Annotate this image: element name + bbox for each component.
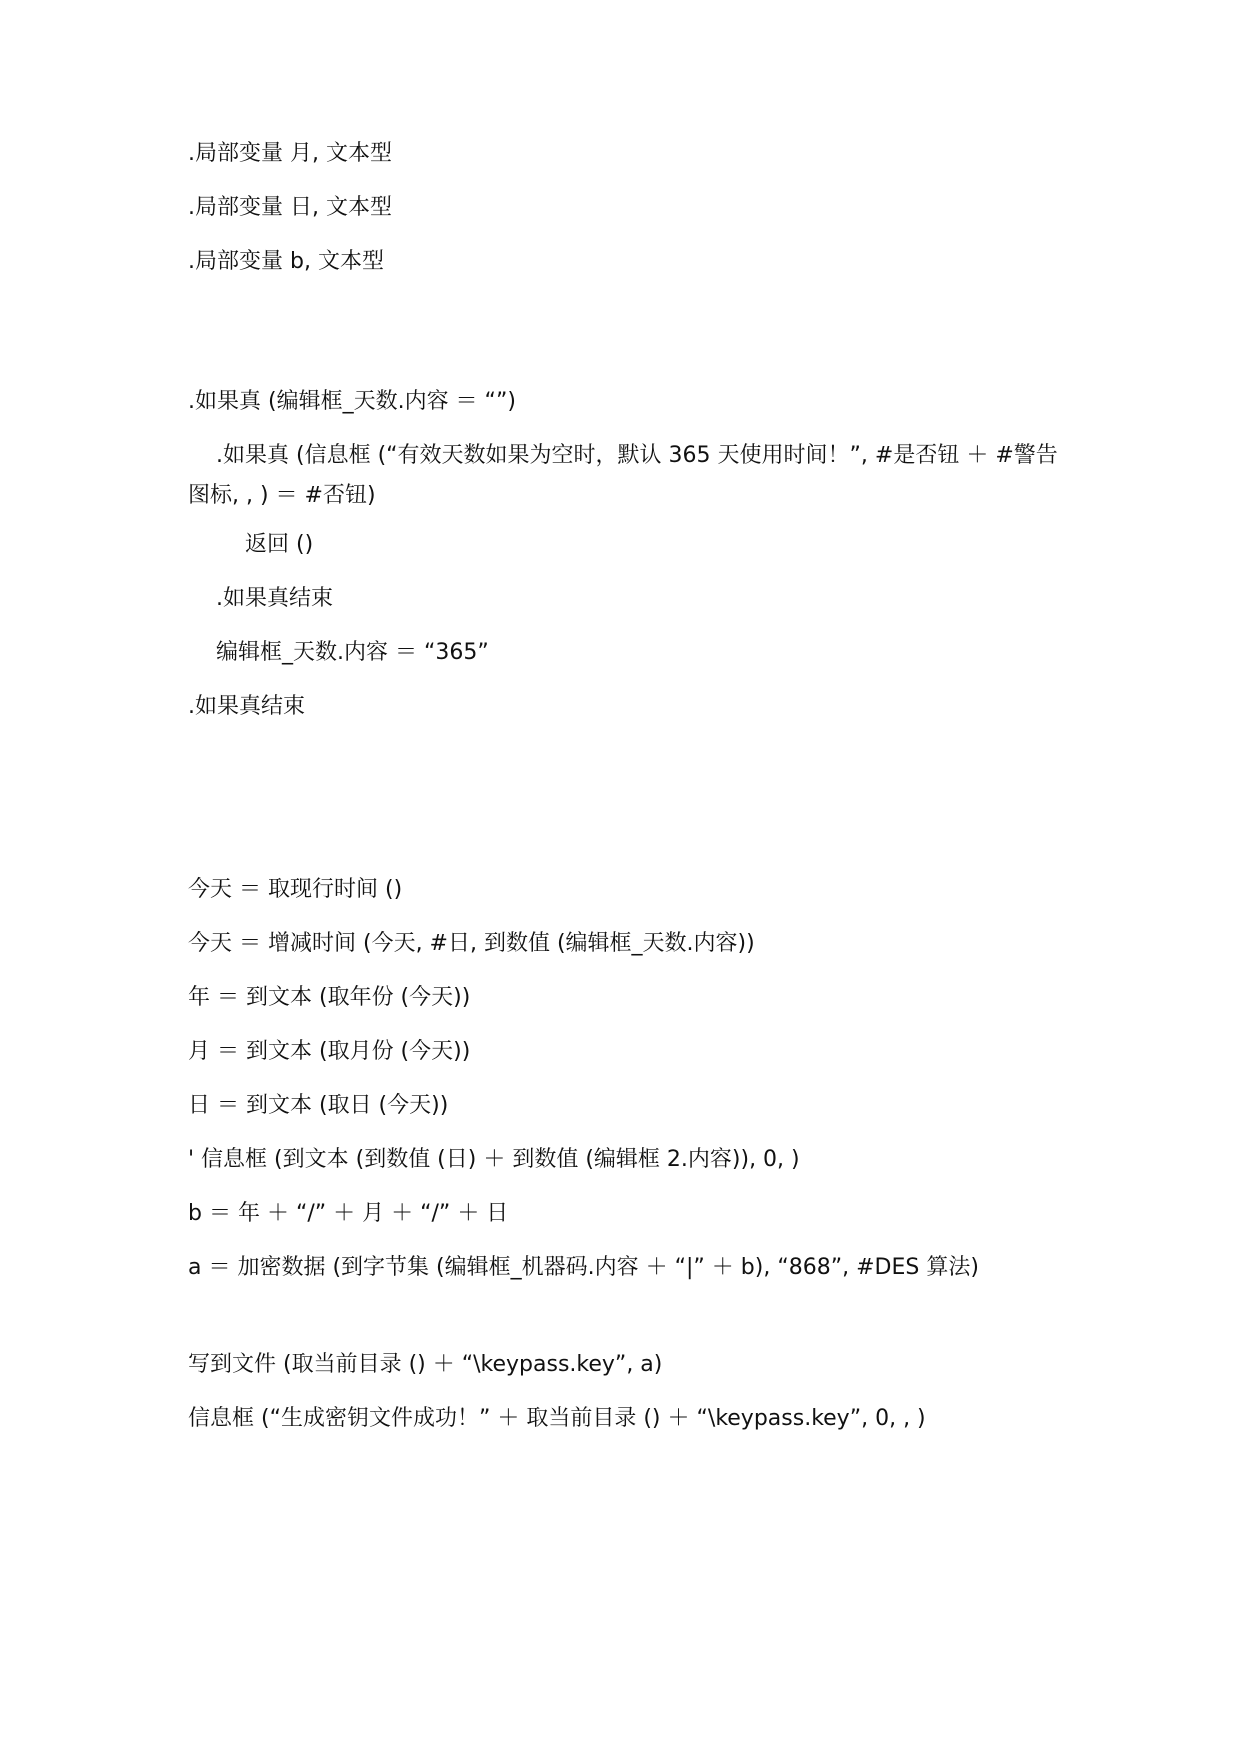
code-line-success-messagebox: 信息框 (“生成密钥文件成功！” ＋ 取当前目录 () ＋ “\keypass.key”, 0, , ): [188, 1406, 926, 1431]
code-line-write-file: 写到文件 (取当前目录 () ＋ “\keypass.key”, a): [188, 1352, 663, 1377]
code-line-encrypt: a ＝ 加密数据 (到字节集 (编辑框_机器码.内容 ＋ “|” ＋ b), “868”, #DES 算法): [188, 1255, 979, 1280]
code-line-set-days-default: 编辑框_天数.内容 ＝ “365”: [216, 640, 489, 665]
code-line-year: 年 ＝ 到文本 (取年份 (今天)): [188, 985, 471, 1010]
code-line-comment-messagebox: ' 信息框 (到文本 (到数值 (日) ＋ 到数值 (编辑框 2.内容)), 0, ): [188, 1147, 800, 1172]
code-line-if-days-empty: .如果真 (编辑框_天数.内容 ＝ “”): [188, 389, 516, 414]
code-line-declare-b: .局部变量 b, 文本型: [188, 249, 384, 274]
code-line-today-now: 今天 ＝ 取现行时间 (): [188, 877, 403, 902]
code-line-month: 月 ＝ 到文本 (取月份 (今天)): [188, 1039, 471, 1064]
code-line-endif-outer: .如果真结束: [188, 694, 305, 719]
code-line-return: 返回 (): [245, 532, 314, 557]
code-line-if-messagebox: .如果真 (信息框 (“有效天数如果为空时，默认 365 天使用时间！”, #是否钮 ＋ #警告图标, , ) ＝ #否钮): [188, 443, 1058, 508]
code-line-endif-inner: .如果真结束: [216, 586, 333, 611]
code-line-today-add: 今天 ＝ 增减时间 (今天, #日, 到数值 (编辑框_天数.内容)): [188, 931, 755, 956]
code-line-declare-day: .局部变量 日, 文本型: [188, 195, 392, 220]
code-line-day: 日 ＝ 到文本 (取日 (今天)): [188, 1093, 449, 1118]
code-line-build-b: b ＝ 年 ＋ “/” ＋ 月 ＋ “/” ＋ 日: [188, 1201, 509, 1226]
code-line-declare-month: .局部变量 月, 文本型: [188, 141, 392, 166]
